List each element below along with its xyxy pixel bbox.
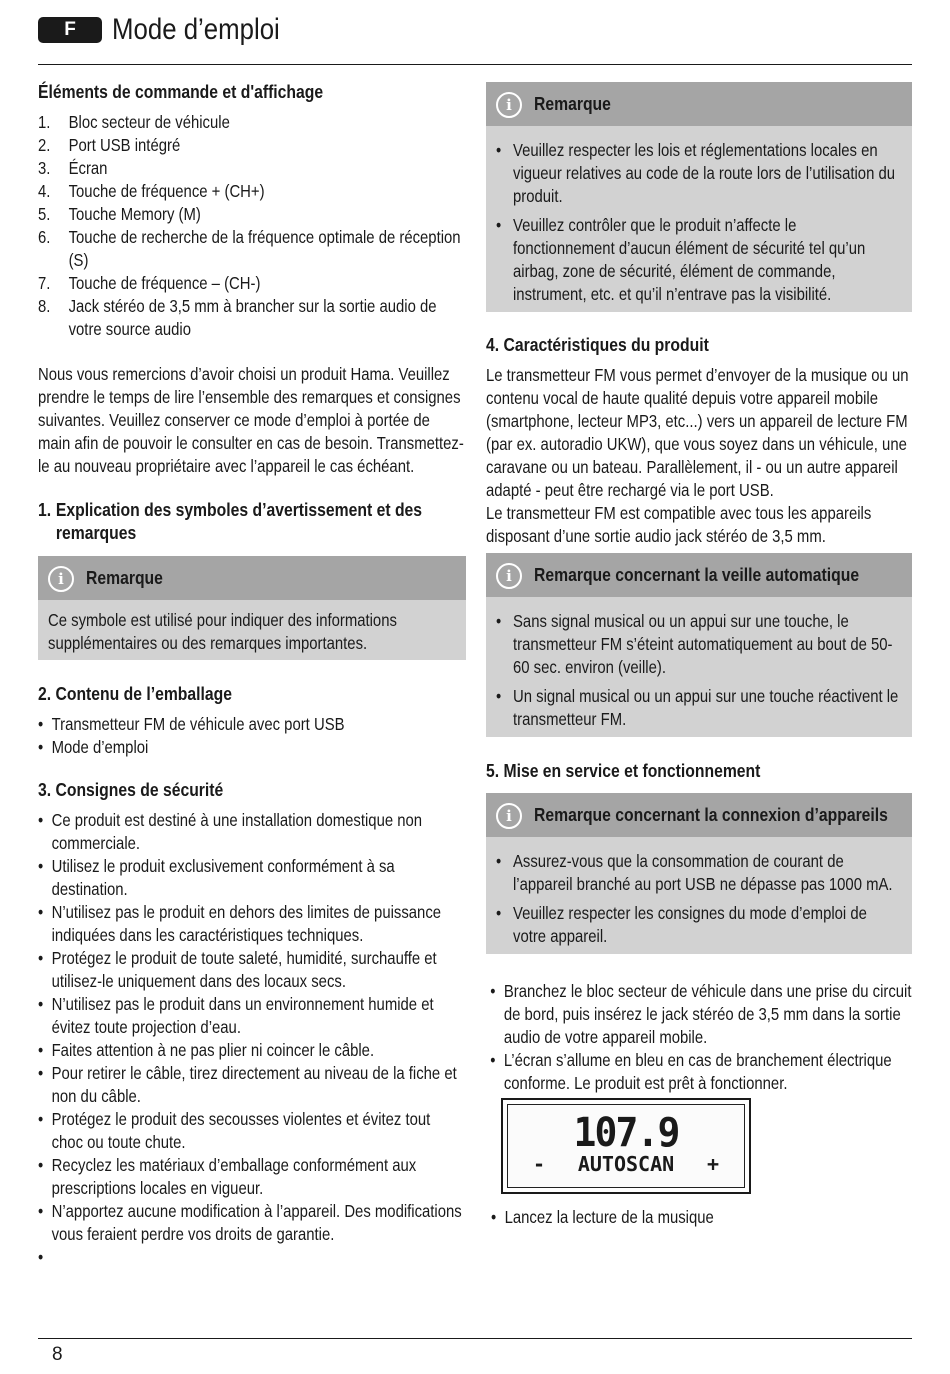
- list-item: • Protégez le produit de toute saleté, humidité, surchauffe et utilisez-le uniquement dans des locaux secs.: [38, 947, 466, 993]
- section-3-title: 3. Consignes de sécurité: [38, 779, 224, 800]
- section-1-number: 1.: [38, 499, 52, 520]
- element-label: Bloc secteur de véhicule: [68, 112, 230, 132]
- element-item: [38, 180, 466, 203]
- list-item: • Sans signal musical ou un appui sur une touche, le transmetteur FM s’éteint automatiquement au bout de 50-60 sec. environ (veille).: [496, 610, 902, 679]
- note-body: [486, 842, 912, 954]
- lcd-display-illustration: [501, 1098, 751, 1194]
- note-list: [496, 139, 902, 306]
- note-symbol-box: [38, 556, 466, 660]
- lcd-autoscan: AUTOSCAN: [577, 1152, 675, 1176]
- note-body: [38, 605, 466, 660]
- note-header: [486, 82, 912, 126]
- element-label: Touche Memory (M): [68, 204, 201, 224]
- note-list: [496, 610, 902, 731]
- list-item: • Un signal musical ou un appui sur une touche réactivent le transmetteur FM.: [496, 685, 902, 731]
- element-number: 8.: [38, 296, 51, 316]
- list-item: • Protégez le produit des secousses violentes et évitez tout choc ou toute chute.: [38, 1108, 466, 1154]
- list-item: • N’apportez aucune modification à l’appareil. Des modifications vous feraient perdre vos droits de garantie.: [38, 1200, 466, 1246]
- element-item: [38, 203, 466, 226]
- element-number: 3.: [38, 158, 51, 178]
- list-item: • Faites attention à ne pas plier ni coincer le câble.: [38, 1039, 466, 1062]
- elements-heading: Éléments de commande et d'affichage: [38, 81, 324, 102]
- element-item: [38, 226, 466, 272]
- element-number: 4.: [38, 181, 51, 201]
- list-item: • L’écran s’allume en bleu en cas de branchement électrique conforme. Le produit est prêt à fonctionner.: [490, 1049, 912, 1095]
- info-icon: i: [496, 92, 522, 118]
- list-item: • Utilisez le produit exclusivement conformément à sa destination.: [38, 855, 466, 901]
- section-2-title: 2. Contenu de l’emballage: [38, 683, 232, 704]
- right-column: [486, 82, 912, 1095]
- note-title: Remarque concernant la veille automatique: [534, 564, 860, 585]
- list-item: • Branchez le bloc secteur de véhicule dans une prise du circuit de bord, puis insérez le jack stéréo de 3,5 mm dans la sortie audio de votre appareil mobile.: [490, 980, 912, 1049]
- safety-list: [38, 809, 466, 1246]
- page-header: [38, 14, 912, 65]
- element-number: 7.: [38, 273, 51, 293]
- element-label: Touche de fréquence – (CH-): [68, 273, 261, 293]
- note-traffic-box: [486, 82, 912, 312]
- list-item: • N’utilisez pas le produit en dehors des limites de puissance indiquées dans les caractéristiques techniques.: [38, 901, 466, 947]
- lcd-status-row: [533, 1152, 719, 1176]
- operation-list: [490, 980, 912, 1095]
- element-item: [38, 111, 466, 134]
- note-connection-box: [486, 793, 912, 954]
- lcd-minus: -: [533, 1152, 546, 1176]
- note-body: [486, 602, 912, 737]
- note-title: Remarque: [534, 93, 611, 114]
- section-5-title: 5. Mise en service et fonctionnement: [486, 760, 761, 781]
- list-item: • Pour retirer le câble, tirez directement au niveau de la fiche et non du câble.: [38, 1062, 466, 1108]
- info-icon: i: [496, 563, 522, 589]
- note-standby-box: [486, 553, 912, 737]
- element-item: [38, 134, 466, 157]
- section-4-paragraph-2: Le transmetteur FM est compatible avec tous les appareils disposant d’une sortie audio jack stéréo de 3,5 mm.: [486, 503, 872, 546]
- section-1-heading: [38, 498, 466, 544]
- info-icon: i: [496, 803, 522, 829]
- list-item: • Assurez-vous que la consommation de courant de l’appareil branché au port USB ne dépasse pas 1000 mA.: [496, 850, 902, 896]
- note-body: [486, 131, 912, 312]
- section-4-title: 4. Caractéristiques du produit: [486, 334, 709, 355]
- element-number: 2.: [38, 135, 51, 155]
- list-item: • Veuillez respecter les lois et réglementations locales en vigueur relatives au code de la route lors de l’utilisation du produit.: [496, 139, 902, 208]
- note-list: [496, 850, 902, 948]
- list-item: • N’utilisez pas le produit dans un environnement humide et évitez toute projection d’eau.: [38, 993, 466, 1039]
- note-header: [38, 556, 466, 600]
- section-4-paragraph-1: Le transmetteur FM vous permet d’envoyer de la musique ou un contenu vocal de haute qualité depuis votre appareil mobile (smartphone, lecteur MP3, etc...) vers un appareil de lecture FM (par ex. autoradio UKW), que vous soyez dans un véhicule, une caravane ou un bateau. Parallèlement, il - ou un autre appareil adapté - peut être rechargé via le port USB.: [486, 365, 909, 500]
- page-title: Mode d’emploi: [112, 13, 280, 46]
- section-1-title: Explication des symboles d’avertissement et des remarques: [55, 499, 423, 543]
- package-contents-list: [38, 713, 466, 759]
- last-instruction-list: [491, 1206, 911, 1229]
- note-header: [486, 793, 912, 837]
- info-icon: i: [48, 566, 74, 592]
- list-item: • Transmetteur FM de véhicule avec port USB: [38, 713, 466, 736]
- element-number: 1.: [38, 112, 51, 132]
- footer-rule: [38, 1338, 912, 1339]
- list-item: • Veuillez respecter les consignes du mode d’emploi de votre appareil.: [496, 902, 902, 948]
- list-item: • Lancez la lecture de la musique: [491, 1206, 911, 1229]
- element-item: [38, 272, 466, 295]
- element-number: 6.: [38, 227, 51, 247]
- left-column: [38, 80, 466, 1246]
- language-badge: F: [38, 17, 102, 43]
- element-label: Touche de fréquence + (CH+): [68, 181, 265, 201]
- element-label: Port USB intégré: [68, 135, 181, 155]
- element-item: [38, 295, 466, 341]
- page-number: 8: [52, 1344, 63, 1365]
- lcd-frequency: 107.9: [573, 1110, 679, 1156]
- intro-paragraph: Nous vous remercions d’avoir choisi un produit Hama. Veuillez prendre le temps de lire l’ensemble des remarques et consignes suivantes. Veuillez conserver ce mode d’emploi à portée de main afin de pouvoir le consulter en cas de besoin. Transmettez-le au nouveau propriétaire avec l’appareil le cas échéant.: [38, 364, 464, 476]
- last-instruction: [491, 1206, 911, 1229]
- list-item: • Mode d’emploi: [38, 736, 466, 759]
- element-label: Écran: [68, 158, 108, 178]
- element-label: Jack stéréo de 3,5 mm à brancher sur la sortie audio de votre source audio: [68, 296, 437, 339]
- elements-list: [38, 111, 466, 341]
- lcd-plus: +: [706, 1152, 719, 1176]
- note-text: Ce symbole est utilisé pour indiquer des informations supplémentaires ou des remarques importantes.: [48, 610, 397, 653]
- list-item: • Recyclez les matériaux d’emballage conformément aux prescriptions locales en vigueur.: [38, 1154, 466, 1200]
- element-label: Touche de recherche de la fréquence optimale de réception (S): [68, 227, 461, 270]
- element-item: [38, 157, 466, 180]
- list-item: • Ce produit est destiné à une installation domestique non commerciale.: [38, 809, 466, 855]
- note-title: Remarque concernant la connexion d’appareils: [534, 804, 888, 825]
- element-number: 5.: [38, 204, 51, 224]
- list-item: • Veuillez contrôler que le produit n’affecte le fonctionnement d’aucun élément de sécurité tel qu’un airbag, zone de sécurité, élément de commande, instrument, etc. et qu’il n’entrave pas la visibilité.: [496, 214, 902, 306]
- note-header: [486, 553, 912, 597]
- note-title: Remarque: [86, 567, 163, 588]
